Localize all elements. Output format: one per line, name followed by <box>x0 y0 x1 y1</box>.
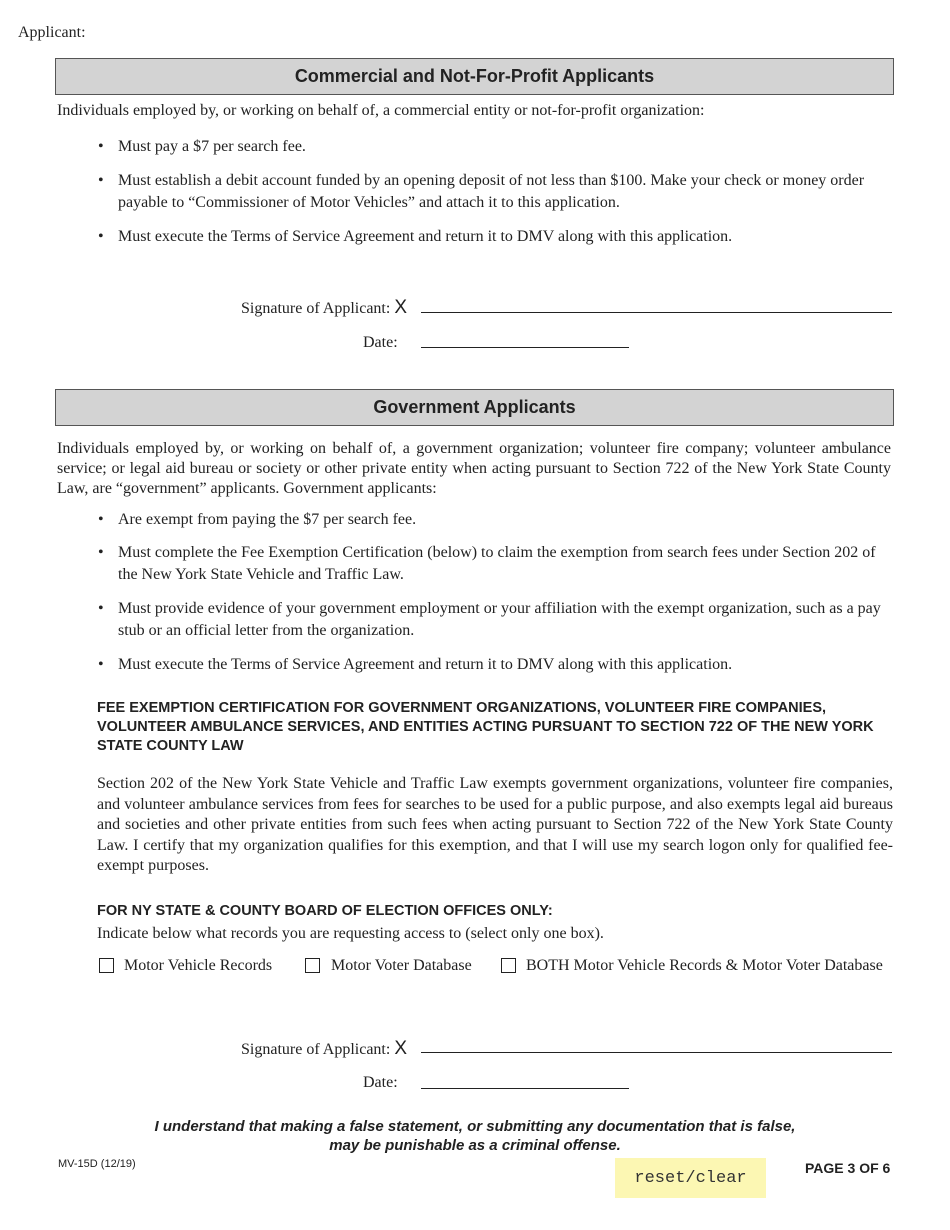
commercial-bullet <box>98 170 888 214</box>
motor-voter-database-label: Motor Voter Database <box>331 957 472 974</box>
government-bullet <box>98 509 888 531</box>
bullet-text: Must execute the Terms of Service Agreement and return it to DMV along with this application. <box>118 228 733 245</box>
motor-vehicle-records-label: Motor Vehicle Records <box>124 957 273 974</box>
commercial-section-header: Commercial and Not-For-Profit Applicants <box>55 58 894 95</box>
government-bullet <box>98 542 888 586</box>
government-date-field[interactable] <box>421 1088 629 1089</box>
government-date-label: Date: <box>363 1074 398 1091</box>
both-records-label: BOTH Motor Vehicle Records & Motor Voter Database <box>526 957 883 974</box>
government-signature-field[interactable] <box>421 1052 892 1053</box>
bullet-icon: • <box>98 544 104 561</box>
bullet-icon: • <box>98 228 104 245</box>
fee-exemption-body: Section 202 of the New York State Vehicle and Traffic Law exempts government organizations, volunteer fire companies, and volunteer ambulance services from fees for searches to be used for a public purpose, and also exempts legal aid bureaus and societies and other private entities from such fees when acting pursuant to Section 722 of the New York State County Law. I certify that my organization qualifies for this exemption, and that I will use my search logon only for qualified fee-exempt purposes. <box>97 775 893 874</box>
commercial-date-field[interactable] <box>421 347 629 348</box>
election-offices-title: FOR NY STATE & COUNTY BOARD OF ELECTION OFFICES ONLY: <box>97 903 553 919</box>
page-number: PAGE 3 OF 6 <box>805 1160 891 1176</box>
signature-x-mark: X <box>394 1038 407 1059</box>
bullet-icon: • <box>98 600 104 617</box>
form-number: MV-15D (12/19) <box>58 1158 136 1170</box>
bullet-icon: • <box>98 511 104 528</box>
government-intro: Individuals employed by, or working on behalf of, a government organization; volunteer fire company; volunteer ambulance service; or legal aid bureau or society or other private entity when acting pursuant to Section 722 of the New York State County Law, are “government” applicants. Government applicants: <box>57 440 891 497</box>
signature-x-mark: X <box>394 297 407 318</box>
bullet-text: Must pay a $7 per search fee. <box>118 138 306 155</box>
signature-label: Signature of Applicant: <box>241 300 391 317</box>
commercial-bullet <box>98 226 888 248</box>
election-instruction: Indicate below what records you are requesting access to (select only one box). <box>97 925 604 942</box>
bullet-text: Must complete the Fee Exemption Certification (below) to claim the exemption from search fees under Section 202 of the New York State Vehicle and Traffic Law. <box>118 544 876 583</box>
bullet-icon: • <box>98 138 104 155</box>
fee-exemption-title: FEE EXEMPTION CERTIFICATION FOR GOVERNMENT ORGANIZATIONS, VOLUNTEER FIRE COMPANIES, VOLUNTEER AMBULANCE SERVICES, AND ENTITIES ACTING PURSUANT TO SECTION 722 OF THE NEW YORK STATE COUNTY LAW <box>97 700 874 754</box>
government-bullet <box>98 598 888 642</box>
commercial-bullet <box>98 136 888 158</box>
signature-label: Signature of Applicant: <box>241 1041 391 1058</box>
bullet-text: Are exempt from paying the $7 per search fee. <box>118 511 417 528</box>
motor-vehicle-records-checkbox[interactable] <box>99 958 114 973</box>
reset-clear-button[interactable]: reset/clear <box>615 1158 766 1198</box>
commercial-date-label: Date: <box>363 334 398 351</box>
bullet-icon: • <box>98 656 104 673</box>
government-section-header: Government Applicants <box>55 389 894 426</box>
commercial-signature-field[interactable] <box>421 312 892 313</box>
commercial-intro: Individuals employed by, or working on behalf of, a commercial entity or not-for-profit organization: <box>57 102 705 119</box>
bullet-text: Must provide evidence of your government employment or your affiliation with the exempt organization, such as a pay stub or an official letter from the organization. <box>118 600 881 639</box>
motor-voter-database-checkbox[interactable] <box>305 958 320 973</box>
bullet-text: Must establish a debit account funded by an opening deposit of not less than $100. Make your check or money order payable to “Commissioner of Motor Vehicles” and attach it to this application. <box>118 172 865 211</box>
both-records-checkbox[interactable] <box>501 958 516 973</box>
commercial-signature-row <box>241 297 407 319</box>
applicant-label: Applicant: <box>18 24 86 41</box>
bullet-icon: • <box>98 172 104 189</box>
government-signature-row <box>241 1038 407 1060</box>
bullet-text: Must execute the Terms of Service Agreement and return it to DMV along with this application. <box>118 656 733 673</box>
government-bullet <box>98 654 888 676</box>
false-statement-warning: I understand that making a false statement, or submitting any documentation that is false, may be punishable as a criminal offense. <box>154 1118 796 1154</box>
